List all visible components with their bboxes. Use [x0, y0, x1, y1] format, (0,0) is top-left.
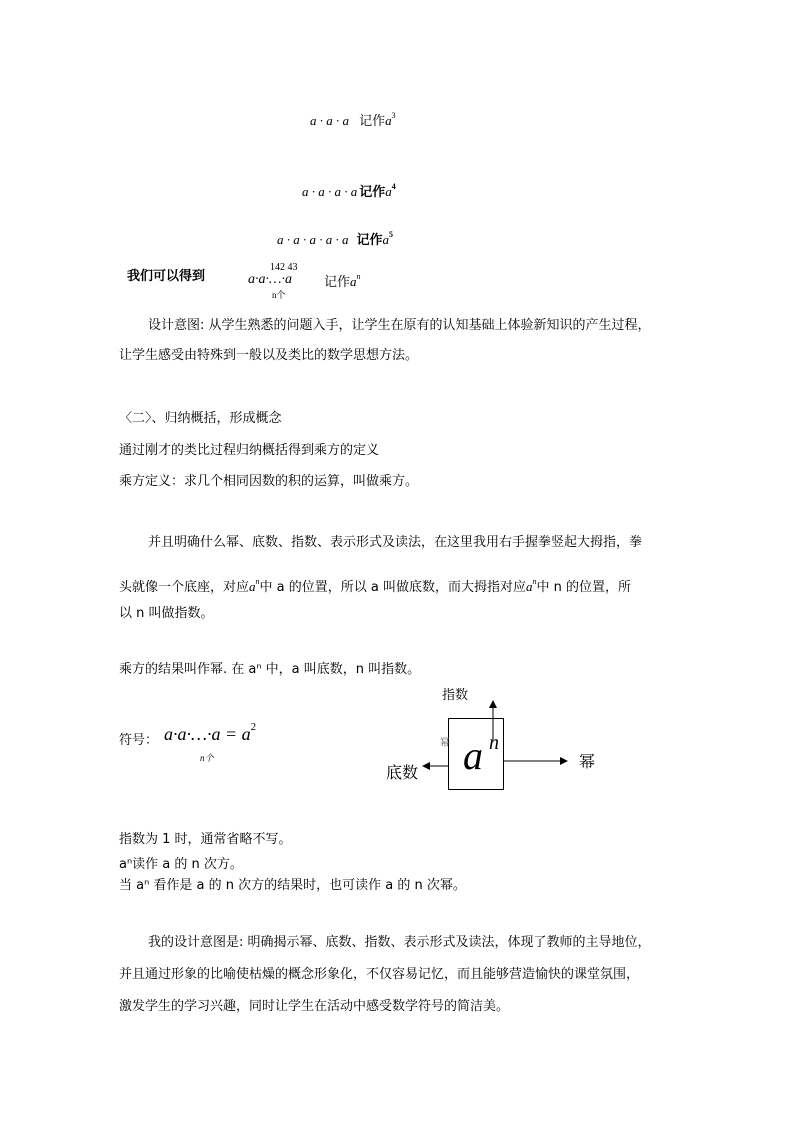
diagram-power-label: 幂 [579, 752, 596, 771]
explain-line1: 并且明确什么幂、底数、指数、表示形式及读法，在这里我用右手握拳竖起大拇指，拳 [148, 535, 643, 550]
general-notation [324, 269, 361, 290]
general-formula [248, 262, 298, 300]
section2-definition: 乘方定义：求几个相同因数的积的运算，叫做乘方。 [119, 474, 419, 489]
design2-line1: 我的设计意图是: 明确揭示幂、底数、指数、表示形式及读法，体现了教师的主导地位， [148, 935, 651, 950]
note-line2: aⁿ读作 a 的 n 次方。 [119, 857, 243, 872]
example-exponent: 5 [389, 230, 394, 239]
explain-line2 [119, 574, 631, 595]
symbol-underbrace: n个 [200, 753, 214, 763]
section2-heading: 〈二〉、归纳概括，形成概念 [119, 411, 282, 426]
symbol-formula [164, 721, 257, 763]
general-intro: 我们可以得到 [127, 269, 206, 284]
example-label: 记作 [356, 233, 383, 248]
diagram-exponent: n [489, 732, 499, 754]
explain-sym-exp2: n [532, 577, 537, 586]
design1-line2: 让学生感受由特殊到一般以及类比的数学思想方法。 [119, 348, 419, 363]
diagram-base: a [463, 733, 483, 778]
symbol-exponent: 2 [250, 721, 257, 733]
example-exponent: 4 [391, 182, 396, 191]
example-label: 记作 [359, 114, 386, 129]
example-product: a · a · a · a · a [277, 232, 349, 247]
result-line: 乘方的结果叫作幂. 在 aⁿ 中，a 叫底数，n 叫指数。 [119, 662, 421, 677]
design1-line1: 设计意图: 从学生熟悉的问题入手，让学生在原有的认知基础上体验新知识的产生过程， [148, 318, 651, 333]
explain-sym-base2: a [525, 579, 533, 594]
explain-line3: 以 n 叫做指数。 [119, 606, 214, 621]
diagram-hidden-label: 幂 [440, 738, 450, 749]
general-label: 记作 [324, 275, 351, 290]
example-exponent: 3 [391, 111, 396, 120]
symbol-label: 符号： [119, 733, 159, 748]
example-base: a [382, 232, 390, 247]
overbrace-glyphs: 142 43 [270, 262, 298, 273]
design2-line3: 激发学生的学习兴趣，同时让学生在活动中感受数学符号的简洁美。 [119, 999, 510, 1014]
symbol-expression: a·a·…·a = a [164, 724, 251, 744]
explain-line2-part2: 中 a 的位置，所以 a 叫做底数，而大拇指对应 [259, 580, 526, 595]
explain-sym-base: a [249, 579, 256, 594]
left-arrow-head [422, 762, 430, 770]
note-line3: 当 aⁿ 看作是 a 的 n 次方的结果时，也可读作 a 的 n 次幂。 [119, 878, 466, 893]
diagram-base-label: 底数 [386, 763, 419, 782]
example-product: a · a · a · a [302, 184, 358, 199]
example-base: a [385, 184, 392, 199]
design2-line2: 并且通过形象的比喻使枯燥的概念形象化，不仅容易记忆，而且能够营造愉快的课堂氛围， [119, 967, 640, 982]
explain-line2-part1: 头就像一个底座，对应 [119, 580, 250, 595]
example-base: a [385, 113, 392, 128]
explain-sym-exp: n [255, 577, 260, 586]
underbrace-label: n个 [272, 290, 286, 300]
general-exponent: n [356, 272, 361, 281]
right-arrow-head [560, 757, 568, 765]
general-base: a [350, 274, 357, 289]
explain-line2-part3: 中 n 的位置，所 [536, 580, 631, 595]
diagram-exponent-label: 指数 [442, 688, 469, 703]
section2-line1: 通过刚才的类比过程归纳概括得到乘方的定义 [119, 443, 380, 458]
example-a3 [310, 110, 396, 129]
general-product: a·a·…·a [248, 272, 292, 287]
example-a4 [302, 181, 396, 200]
note-line1: 指数为 1 时，通常省略不写。 [119, 832, 292, 847]
up-arrow-head [489, 700, 497, 708]
example-product: a · a · a [310, 113, 349, 128]
example-a5 [277, 229, 393, 248]
example-label: 记作 [359, 185, 386, 200]
